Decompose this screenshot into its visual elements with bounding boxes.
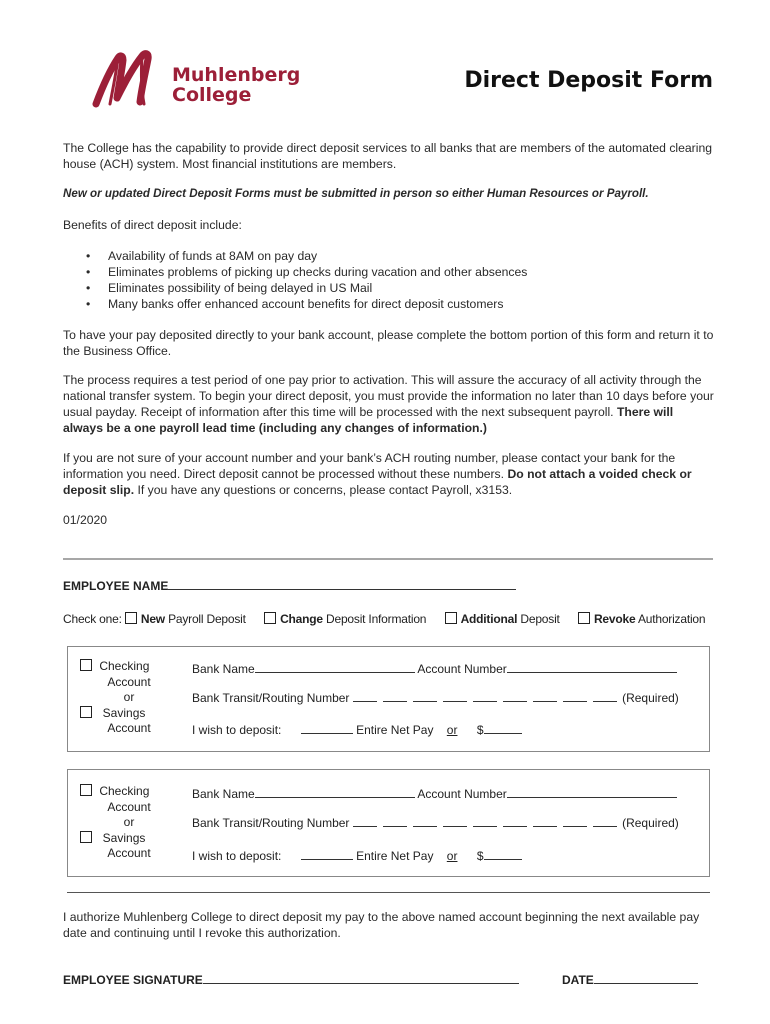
dollar-amount-field[interactable] bbox=[484, 721, 522, 734]
deposit-type-row bbox=[63, 612, 705, 626]
checkbox[interactable] bbox=[80, 784, 92, 796]
required-label: (Required) bbox=[622, 691, 679, 705]
form-date-code: 01/2020 bbox=[63, 513, 108, 527]
benefit-item: • Eliminates problems of picking up checks during vacation and other absences bbox=[80, 264, 527, 280]
routing-digit-field[interactable] bbox=[443, 816, 467, 827]
wish-label: I wish to deposit: bbox=[192, 849, 282, 863]
wish-label: I wish to deposit: bbox=[192, 723, 282, 737]
account-type-selector bbox=[80, 784, 178, 862]
routing-row bbox=[192, 816, 679, 830]
option-bold: Change bbox=[280, 612, 323, 626]
routing-digit-field[interactable] bbox=[503, 816, 527, 827]
benefits-heading: Benefits of direct deposit include: bbox=[63, 218, 242, 232]
routing-digit-field[interactable] bbox=[533, 816, 557, 827]
account-box-2 bbox=[67, 769, 710, 877]
bank-name-label: Bank Name bbox=[192, 662, 255, 676]
option-text: Deposit bbox=[520, 612, 560, 626]
deposit-amount-row bbox=[192, 847, 522, 863]
bank-name-row bbox=[192, 660, 677, 676]
account-label: Account bbox=[107, 721, 151, 735]
benefit-item: • Many banks offer enhanced account benefits for direct deposit customers bbox=[80, 296, 527, 312]
checking-option[interactable] bbox=[80, 659, 178, 675]
bank-name-field[interactable] bbox=[255, 785, 415, 798]
or-label: or bbox=[446, 723, 458, 737]
employee-name-row bbox=[63, 577, 516, 593]
checkbox[interactable] bbox=[445, 612, 457, 624]
change-deposit-option[interactable] bbox=[264, 612, 426, 626]
benefit-item: • Availability of funds at 8AM on pay day bbox=[80, 248, 527, 264]
checking-label: Checking bbox=[99, 784, 150, 798]
routing-digit-field[interactable] bbox=[473, 816, 497, 827]
option-bold: New bbox=[140, 612, 165, 626]
checkbox[interactable] bbox=[80, 659, 92, 671]
option-bold: Revoke bbox=[593, 612, 636, 626]
bank-name-label: Bank Name bbox=[192, 787, 255, 801]
college-logo bbox=[92, 48, 301, 110]
account-box-1 bbox=[67, 646, 710, 752]
page-title: Direct Deposit Form bbox=[464, 68, 713, 93]
date-label: DATE bbox=[562, 973, 594, 987]
account-label: Account bbox=[107, 846, 151, 860]
routing-digit-field[interactable] bbox=[383, 816, 407, 827]
logo-text-line1: Muhlenberg bbox=[172, 64, 301, 86]
or-label: or bbox=[123, 815, 135, 829]
date-row bbox=[562, 971, 698, 987]
dollar-label: $ bbox=[476, 849, 484, 863]
contact-text: If you have any questions or concerns, please contact Payroll, x3153. bbox=[137, 483, 513, 497]
bottom-divider bbox=[67, 892, 710, 893]
entire-net-pay-field[interactable] bbox=[301, 721, 353, 734]
routing-digit-field[interactable] bbox=[413, 691, 437, 702]
routing-digit-field[interactable] bbox=[593, 691, 617, 702]
benefit-item: • Eliminates possibility of being delayed in US Mail bbox=[80, 280, 527, 296]
checkbox[interactable] bbox=[264, 612, 276, 624]
bank-name-row bbox=[192, 785, 677, 801]
routing-digit-field[interactable] bbox=[503, 691, 527, 702]
routing-digit-field[interactable] bbox=[473, 691, 497, 702]
entire-net-pay-label: Entire Net Pay bbox=[356, 723, 434, 737]
revoke-authorization-option[interactable] bbox=[578, 612, 705, 626]
option-text: Authorization bbox=[637, 612, 706, 626]
date-field[interactable] bbox=[594, 971, 698, 984]
routing-row bbox=[192, 691, 679, 705]
section-divider bbox=[63, 558, 713, 560]
return-paragraph: To have your pay deposited directly to your bank account, please complete the bottom portion of this form and return it to the Business Office. bbox=[63, 328, 714, 358]
routing-digit-field[interactable] bbox=[533, 691, 557, 702]
check-one-label: Check one: bbox=[63, 612, 122, 626]
voided-check-warning: Do not attach a voided check or deposit slip. bbox=[63, 467, 692, 497]
checkbox[interactable] bbox=[125, 612, 137, 624]
submission-notice: New or updated Direct Deposit Forms must be submitted in person so either Human Resources or Payroll. bbox=[63, 187, 649, 200]
account-number-field[interactable] bbox=[507, 660, 677, 673]
account-number-label: Account Number bbox=[417, 662, 507, 676]
deposit-amount-row bbox=[192, 721, 522, 737]
account-label: Account bbox=[107, 674, 151, 689]
routing-digit-field[interactable] bbox=[353, 691, 377, 702]
entire-net-pay-label: Entire Net Pay bbox=[356, 849, 434, 863]
account-number-field[interactable] bbox=[507, 785, 677, 798]
routing-digit-field[interactable] bbox=[443, 691, 467, 702]
employee-name-field[interactable] bbox=[168, 577, 516, 590]
signature-row bbox=[63, 971, 519, 987]
routing-digit-field[interactable] bbox=[563, 816, 587, 827]
logo-text-line2: College bbox=[172, 84, 252, 106]
dollar-amount-field[interactable] bbox=[484, 847, 522, 860]
checkbox[interactable] bbox=[80, 831, 92, 843]
savings-label: Savings bbox=[102, 705, 146, 720]
entire-net-pay-field[interactable] bbox=[301, 847, 353, 860]
employee-signature-field[interactable] bbox=[203, 971, 519, 984]
checkbox[interactable] bbox=[80, 706, 92, 718]
process-text: The process requires a test period of one pay prior to activation. This will assure the accuracy of all activity through the national transfer system. To begin your direct deposit, you must provide the information no later than 10 days before your usual payday. Receipt of information after this time will be processed with the next subsequent payroll. bbox=[63, 373, 714, 419]
lead-time-note: There will always be a one payroll lead time (including any changes of information.) bbox=[63, 405, 674, 435]
process-paragraph bbox=[63, 372, 715, 436]
bank-name-field[interactable] bbox=[255, 660, 415, 673]
employee-signature-label: EMPLOYEE SIGNATURE bbox=[63, 973, 203, 987]
checkbox[interactable] bbox=[578, 612, 590, 624]
option-bold: Additional bbox=[460, 612, 518, 626]
new-payroll-deposit-option[interactable] bbox=[125, 612, 246, 626]
routing-digit-field[interactable] bbox=[353, 816, 377, 827]
unsure-text: If you are not sure of your account number and your bank’s ACH routing number, please contact your bank for the information you need. Direct deposit cannot be processed without these numbers. bbox=[63, 451, 676, 481]
routing-label: Bank Transit/Routing Number bbox=[192, 691, 350, 705]
benefits-list bbox=[80, 248, 527, 312]
authorization-statement: I authorize Muhlenberg College to direct deposit my pay to the above named account beginning the next available pay date and continuing until I revoke this authorization. bbox=[63, 910, 700, 940]
routing-digit-field[interactable] bbox=[413, 816, 437, 827]
routing-digit-field[interactable] bbox=[383, 691, 407, 702]
savings-option[interactable] bbox=[80, 831, 178, 847]
checking-option[interactable] bbox=[80, 784, 178, 800]
option-text: Payroll Deposit bbox=[168, 612, 246, 626]
employee-name-label: EMPLOYEE NAME bbox=[63, 579, 169, 593]
unsure-paragraph bbox=[63, 450, 715, 498]
dollar-label: $ bbox=[476, 723, 484, 737]
routing-digit-field[interactable] bbox=[593, 816, 617, 827]
additional-deposit-option[interactable] bbox=[445, 612, 560, 626]
required-label: (Required) bbox=[622, 816, 679, 830]
routing-label: Bank Transit/Routing Number bbox=[192, 816, 350, 830]
savings-option[interactable] bbox=[80, 706, 178, 722]
account-label: Account bbox=[107, 799, 151, 814]
option-text: Deposit Information bbox=[326, 612, 427, 626]
intro-paragraph: The College has the capability to provide direct deposit services to all banks that are members of the automated clearing house (ACH) system. Most financial institutions are members. bbox=[63, 141, 712, 171]
account-type-selector bbox=[80, 659, 178, 737]
savings-label: Savings bbox=[102, 830, 146, 845]
muhlenberg-m-mark-icon bbox=[92, 48, 170, 110]
checking-label: Checking bbox=[99, 659, 150, 673]
account-number-label: Account Number bbox=[417, 787, 507, 801]
or-label: or bbox=[123, 690, 135, 704]
or-label: or bbox=[446, 849, 458, 863]
routing-digit-field[interactable] bbox=[563, 691, 587, 702]
